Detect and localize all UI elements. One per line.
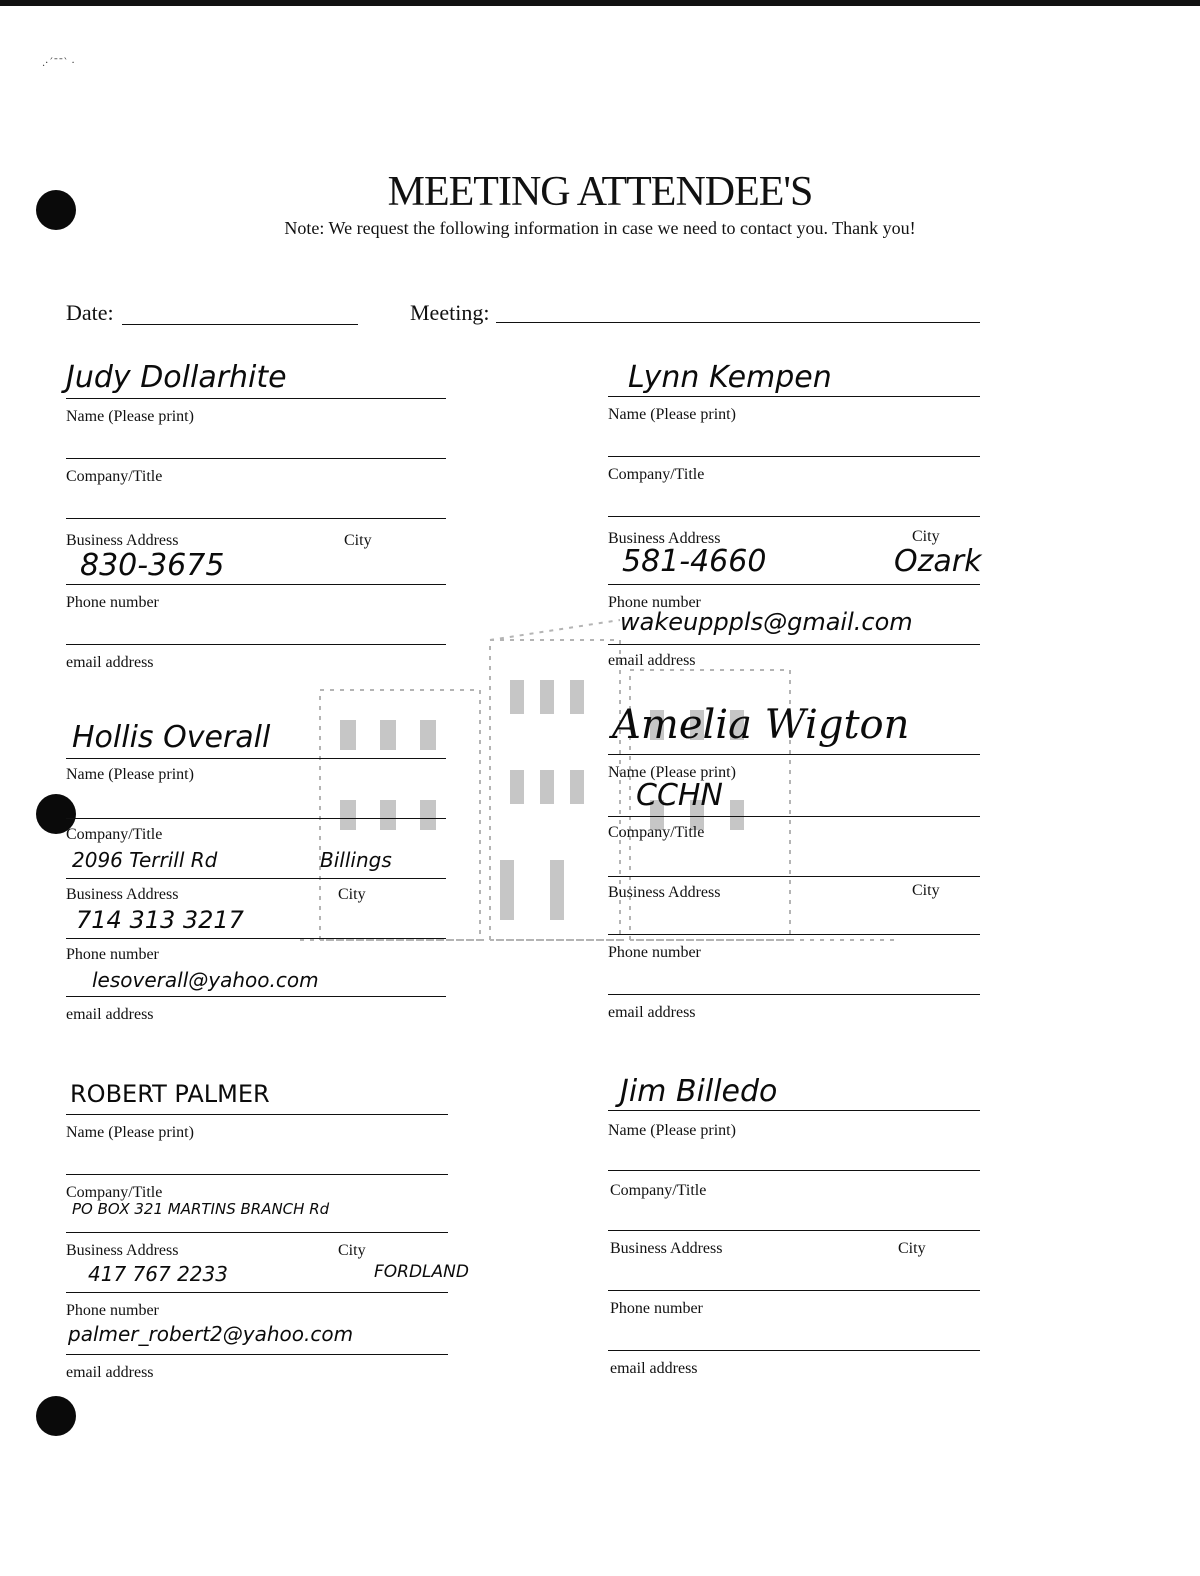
date-label: Date: [66, 300, 114, 325]
city-label: City [338, 1242, 366, 1259]
page-title: MEETING ATTENDEE'S [387, 169, 813, 215]
phone-value: 581-4660 [622, 544, 767, 579]
email-line[interactable] [608, 644, 980, 645]
name-label: Name (Please print) [608, 764, 736, 781]
email-value: wakeupppls@gmail.com [620, 608, 913, 636]
phone-label: Phone number [66, 1302, 159, 1319]
city-label: City [344, 532, 372, 549]
address-label: Business Address [66, 1242, 179, 1259]
phone-label: Phone number [66, 594, 159, 611]
meeting-field[interactable] [496, 302, 980, 323]
company-line[interactable] [66, 458, 446, 459]
phone-value: 830-3675 [80, 548, 225, 583]
name-label: Name (Please print) [608, 1122, 736, 1139]
meeting-label: Meeting: [410, 300, 490, 325]
email-line[interactable] [66, 1354, 448, 1355]
company-line[interactable] [608, 1170, 980, 1171]
email-line[interactable] [608, 1350, 980, 1351]
email-label: email address [608, 1004, 696, 1021]
scan-mark: .·´¯¯` · [42, 58, 75, 69]
name-line[interactable] [608, 754, 980, 755]
phone-line[interactable] [608, 1290, 980, 1291]
email-value: palmer_robert2@yahoo.com [68, 1322, 354, 1346]
phone-value: 417 767 2233 [88, 1262, 228, 1286]
company-line[interactable] [608, 816, 980, 817]
attendee-name-value: Judy Dollarhite [66, 360, 287, 395]
address-line[interactable] [608, 876, 980, 877]
email-label: email address [66, 1364, 154, 1381]
name-label: Name (Please print) [66, 766, 194, 783]
date-field[interactable] [122, 304, 358, 325]
attendee-name-value: Lynn Kempen [628, 360, 832, 395]
city-value: Ozark [894, 544, 982, 579]
phone-label: Phone number [66, 946, 159, 963]
company-label: Company/Title [608, 466, 705, 483]
city-value: FORDLAND [374, 1262, 469, 1282]
page-note: Note: We request the following information in case we need to contact you. Thank you! [284, 218, 916, 238]
name-line[interactable] [608, 396, 980, 397]
address-label: Business Address [608, 884, 721, 901]
city-label: City [898, 1240, 926, 1257]
scan-top-edge [0, 0, 1200, 6]
address-value: 2096 Terrill Rd [72, 848, 218, 872]
address-line[interactable] [608, 1230, 980, 1231]
phone-line[interactable] [608, 584, 980, 585]
city-value: Billings [320, 848, 392, 872]
attendee-name-value: ROBERT PALMER [70, 1080, 270, 1108]
company-label: Company/Title [610, 1182, 707, 1199]
attendee-name-value: Hollis Overall [72, 720, 271, 755]
city-label: City [912, 882, 940, 899]
address-label: Business Address [66, 886, 179, 903]
company-value: CCHN [636, 778, 723, 813]
punch-hole-bottom [36, 1396, 76, 1436]
address-line[interactable] [66, 1232, 448, 1233]
phone-line[interactable] [66, 938, 446, 939]
email-line[interactable] [66, 644, 446, 645]
phone-line[interactable] [608, 934, 980, 935]
name-line[interactable] [66, 398, 446, 399]
phone-value: 714 313 3217 [76, 906, 244, 934]
email-line[interactable] [608, 994, 980, 995]
phone-label: Phone number [608, 594, 701, 611]
city-label: City [338, 886, 366, 903]
name-line[interactable] [608, 1110, 980, 1111]
company-line[interactable] [66, 1174, 448, 1175]
email-label: email address [610, 1360, 698, 1377]
address-line[interactable] [608, 516, 980, 517]
email-label: email address [608, 652, 696, 669]
phone-label: Phone number [610, 1300, 703, 1317]
name-label: Name (Please print) [66, 1124, 194, 1141]
address-label: Business Address [66, 532, 179, 549]
name-line[interactable] [66, 758, 446, 759]
address-line[interactable] [66, 878, 446, 879]
company-label: Company/Title [66, 468, 163, 485]
address-line[interactable] [66, 518, 446, 519]
attendee-name-value: Amelia Wigton [612, 702, 910, 748]
company-label: Company/Title [66, 826, 163, 843]
company-line[interactable] [608, 456, 980, 457]
email-label: email address [66, 1006, 154, 1023]
address-value: PO BOX 321 MARTINS BRANCH Rd [72, 1200, 330, 1218]
name-label: Name (Please print) [66, 408, 194, 425]
name-line[interactable] [66, 1114, 448, 1115]
city-label: City [912, 528, 940, 545]
company-line[interactable] [66, 818, 446, 819]
email-label: email address [66, 654, 154, 671]
phone-label: Phone number [608, 944, 701, 961]
company-label: Company/Title [608, 824, 705, 841]
phone-line[interactable] [66, 584, 446, 585]
email-line[interactable] [66, 996, 446, 997]
phone-line[interactable] [66, 1292, 448, 1293]
name-label: Name (Please print) [608, 406, 736, 423]
address-label: Business Address [610, 1240, 723, 1257]
attendee-name-value: Jim Billedo [620, 1074, 778, 1109]
company-label: Company/Title [66, 1184, 163, 1201]
email-value: lesoverall@yahoo.com [92, 968, 319, 992]
address-label: Business Address [608, 530, 721, 547]
